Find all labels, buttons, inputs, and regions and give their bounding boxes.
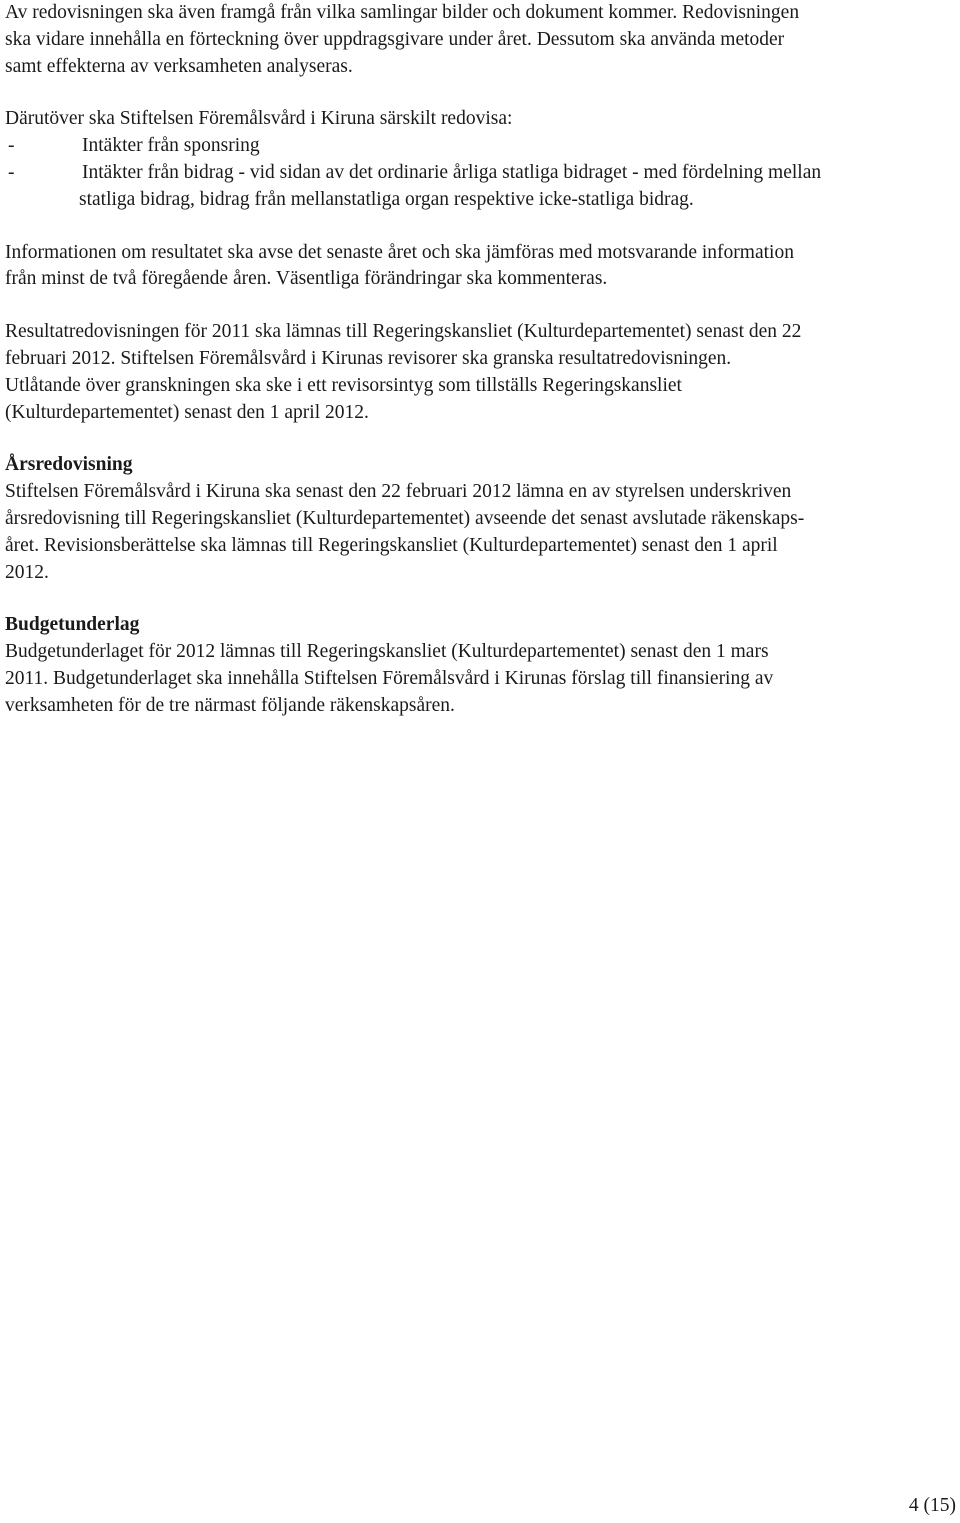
text-line: 2012.: [5, 561, 49, 583]
text-line: samt effekterna av verksamheten analyseras.: [5, 55, 353, 77]
special-report-paragraph: [5, 106, 957, 133]
text-line: Informationen om resultatet ska avse det senaste året och ska jämföras med motsvarande information: [5, 241, 794, 263]
text-line: 2011. Budgetunderlaget ska innehålla Stiftelsen Föremålsvård i Kirunas förslag till finansiering av: [5, 667, 774, 689]
text-line: Resultatredovisningen för 2011 ska lämnas till Regeringskansliet (Kulturdepartementet) senast den 22: [5, 321, 802, 343]
text-line: året. Revisionsberättelse ska lämnas till Regeringskansliet (Kulturdepartementet) senast den 1 april: [5, 534, 778, 556]
list-dash: -: [8, 135, 15, 157]
page-number: 4 (15): [908, 1495, 956, 1516]
intro-paragraph: [5, 0, 957, 80]
text-line: Stiftelsen Föremålsvård i Kiruna ska senast den 22 februari 2012 lämna en av styrelsen underskriven: [5, 481, 792, 503]
text-line: (Kulturdepartementet) senast den 1 april 2012.: [5, 401, 369, 423]
information-paragraph: [5, 240, 957, 294]
text-line: februari 2012. Stiftelsen Föremålsvård i Kirunas revisorer ska granska resultatredovisningen.: [5, 347, 732, 369]
list-item-text: Intäkter från sponsring: [82, 135, 260, 157]
text-line: från minst de två föregående åren. Väsentliga förändringar ska kommenteras.: [5, 268, 608, 290]
document-page: [5, 0, 957, 720]
budgetunderlag-section: [5, 612, 957, 719]
text-line: Av redovisningen ska även framgå från vilka samlingar bilder och dokument kommer. Redovisningen: [5, 2, 800, 23]
section-heading: Budgetunderlag: [5, 614, 140, 636]
text-line: årsredovisning till Regeringskansliet (Kulturdepartementet) avseende det senast avslutade räkenskaps-: [5, 507, 805, 529]
arsredovisning-section: [5, 452, 957, 586]
text-line: Utlåtande över granskningen ska ske i ett revisorsintyg som tillställs Regeringskansliet: [5, 374, 682, 396]
result-report-paragraph: [5, 319, 957, 426]
text-line: Därutöver ska Stiftelsen Föremålsvård i Kiruna särskilt redovisa:: [5, 108, 513, 130]
list-item-text: Intäkter från bidrag - vid sidan av det ordinarie årliga statliga bidraget - med fördelning mellan: [82, 161, 822, 183]
report-list: [5, 133, 957, 213]
list-item: [5, 133, 957, 160]
list-item: [5, 160, 957, 187]
text-line: ska vidare innehålla en förteckning över uppdragsgivare under året. Dessutom ska använda metoder: [5, 28, 785, 50]
list-dash: -: [8, 161, 15, 183]
text-line: Budgetunderlaget för 2012 lämnas till Regeringskansliet (Kulturdepartementet) senast den 1 mars: [5, 641, 769, 663]
list-item-continuation: statliga bidrag, bidrag från mellanstatliga organ respektive icke-statliga bidrag.: [79, 188, 694, 210]
section-heading: Årsredovisning: [5, 454, 133, 476]
text-line: verksamheten för de tre närmast följande räkenskapsåren.: [5, 694, 455, 716]
